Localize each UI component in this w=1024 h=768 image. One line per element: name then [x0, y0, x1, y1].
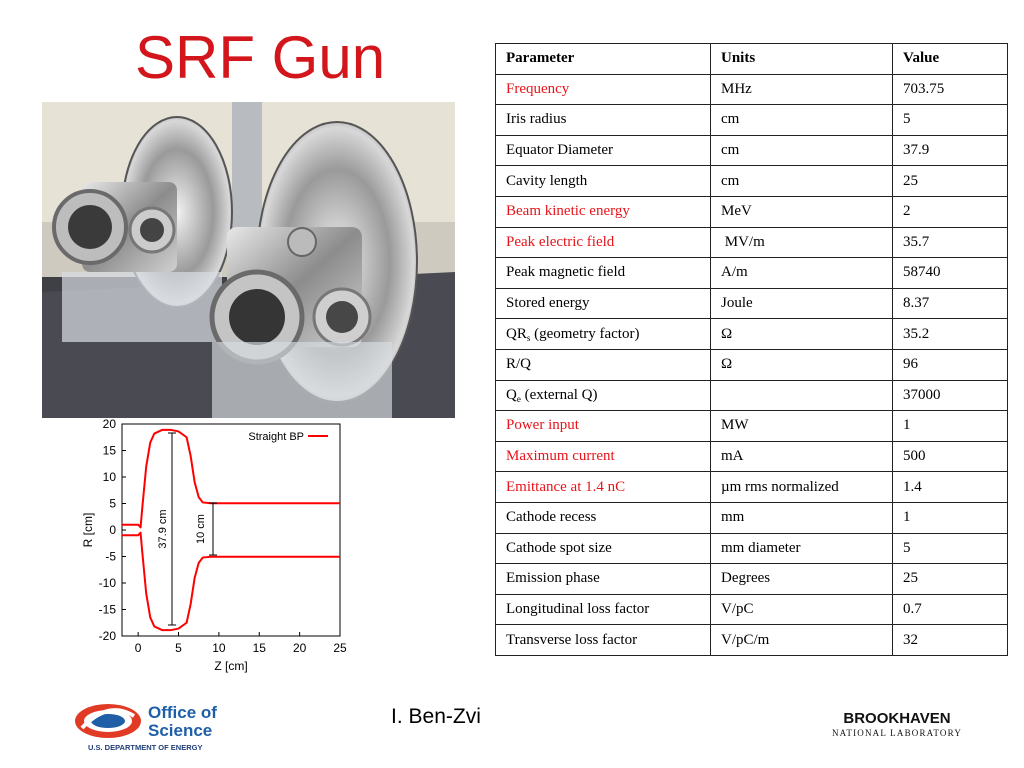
table-row — [496, 441, 1008, 472]
cell-value: 5 — [893, 105, 1008, 136]
cell-parameter: Longitudinal loss factor — [496, 594, 711, 625]
y-axis-label: R [cm] — [81, 512, 95, 548]
cell-value: 25 — [893, 564, 1008, 595]
legend — [248, 431, 328, 443]
cell-parameter: Beam kinetic energy — [496, 196, 711, 227]
cell-value: 35.7 — [893, 227, 1008, 258]
cell-units: V/pC — [711, 594, 893, 625]
x-tick-label: 5 — [175, 641, 182, 655]
table-row — [496, 74, 1008, 105]
cell-parameter: Transverse loss factor — [496, 625, 711, 656]
cell-value: 37.9 — [893, 135, 1008, 166]
presenter-name: I. Ben-Zvi — [391, 705, 481, 728]
y-tick-label: -20 — [98, 629, 116, 643]
y-tick-label: -15 — [98, 602, 116, 617]
cell-parameter: Power input — [496, 411, 711, 442]
table-row — [496, 625, 1008, 656]
y-tick-label: 0 — [109, 523, 116, 537]
cell-parameter: Equator Diameter — [496, 135, 711, 166]
profile-curve-lower — [122, 533, 340, 631]
table-row — [496, 411, 1008, 442]
y-tick-label: -5 — [105, 549, 116, 564]
header-value: Value — [893, 44, 1008, 75]
x-tick-label: 15 — [252, 641, 266, 655]
profile-curves — [122, 430, 340, 630]
diameter-annotation — [157, 433, 176, 625]
table-row — [496, 196, 1008, 227]
x-tick-label: 25 — [333, 641, 347, 655]
x-tick-label: 20 — [292, 641, 307, 655]
profile-curve-upper — [122, 430, 340, 528]
cell-units: MHz — [711, 74, 893, 105]
iris-label: 10 cm — [195, 514, 207, 544]
cell-units: MV/m — [711, 227, 893, 258]
table-row — [496, 135, 1008, 166]
y-tick-label: -10 — [98, 576, 116, 590]
cell-units: MeV — [711, 196, 893, 227]
cell-parameter: $Q_e$ (external Q) — [496, 380, 711, 411]
brookhaven-logo — [815, 708, 980, 742]
cell-value: 37000 — [893, 380, 1008, 411]
table-row — [496, 166, 1008, 197]
x-axis-ticks — [135, 632, 347, 655]
cell-value: 58740 — [893, 258, 1008, 289]
table-row — [496, 380, 1008, 411]
plot-frame — [122, 424, 340, 636]
cell-parameter: Cavity length — [496, 166, 711, 197]
cell-parameter: Peak magnetic field — [496, 258, 711, 289]
doe-science: Science — [148, 721, 213, 740]
cell-parameter: $QR_s$ (geometry factor) — [496, 319, 711, 350]
y-tick-label: 10 — [102, 470, 116, 484]
y-tick-label: 15 — [102, 443, 116, 458]
table-row — [496, 472, 1008, 503]
cell-value: 500 — [893, 441, 1008, 472]
cell-value: 703.75 — [893, 74, 1008, 105]
cell-parameter: Peak electric field — [496, 227, 711, 258]
legend-label: Straight BP — [248, 431, 304, 443]
cell-units: V/pC/m — [711, 625, 893, 656]
cell-units: Degrees — [711, 564, 893, 595]
cell-parameter: Iris radius — [496, 105, 711, 136]
cell-units: Ω — [711, 349, 893, 380]
cell-units: cm — [711, 105, 893, 136]
cell-value: 1 — [893, 411, 1008, 442]
cell-units — [711, 380, 893, 411]
cell-parameter: Emission phase — [496, 564, 711, 595]
cell-units: mm — [711, 502, 893, 533]
cell-parameter: Stored energy — [496, 288, 711, 319]
cell-parameter: Cathode spot size — [496, 533, 711, 564]
table-row — [496, 349, 1008, 380]
bnl-national-laboratory: NATIONAL LABORATORY — [831, 728, 963, 738]
cell-value: 1 — [893, 502, 1008, 533]
cell-value: 35.2 — [893, 319, 1008, 350]
slide-title: SRF Gun — [135, 24, 386, 91]
header-parameter: Parameter — [496, 44, 711, 75]
cell-units: cm — [711, 135, 893, 166]
table-row — [496, 258, 1008, 289]
office-of-science-logo — [72, 700, 252, 754]
table-row — [496, 502, 1008, 533]
srf-gun-photo — [42, 102, 455, 418]
doe-department: U.S. DEPARTMENT OF ENERGY — [88, 743, 203, 752]
cell-parameter: Emittance at 1.4 nC — [496, 472, 711, 503]
iris-annotation — [195, 503, 217, 555]
cell-value: 1.4 — [893, 472, 1008, 503]
y-tick-label: 5 — [109, 496, 116, 511]
cell-units: µm rms normalized — [711, 472, 893, 503]
x-axis-label: Z [cm] — [214, 659, 248, 673]
table-row — [496, 227, 1008, 258]
cell-parameter: R/Q — [496, 349, 711, 380]
x-tick-label: 0 — [134, 641, 142, 655]
cell-value: 96 — [893, 349, 1008, 380]
bnl-brookhaven: BROOKHAVEN — [843, 710, 951, 727]
cell-parameter: Maximum current — [496, 441, 711, 472]
parameters-table — [495, 43, 1008, 656]
cell-units: MW — [711, 411, 893, 442]
table-row — [496, 288, 1008, 319]
table-row — [496, 533, 1008, 564]
table-header-row — [496, 44, 1008, 75]
cell-value: 5 — [893, 533, 1008, 564]
cell-value: 32 — [893, 625, 1008, 656]
table-row — [496, 105, 1008, 136]
cell-parameter: Frequency — [496, 74, 711, 105]
doe-office-of: Office of — [148, 703, 217, 722]
cell-value: 2 — [893, 196, 1008, 227]
cell-units: A/m — [711, 258, 893, 289]
cell-parameter: Cathode recess — [496, 502, 711, 533]
cell-units: mA — [711, 441, 893, 472]
cell-units: cm — [711, 166, 893, 197]
cell-units: mm diameter — [711, 533, 893, 564]
diameter-label: 37.9 cm — [157, 509, 169, 549]
cell-value: 0.7 — [893, 594, 1008, 625]
x-tick-label: 10 — [212, 641, 226, 655]
table-row — [496, 594, 1008, 625]
cavity-profile-chart — [70, 416, 360, 678]
cell-units: Ω — [711, 319, 893, 350]
table-row — [496, 564, 1008, 595]
cell-value: 25 — [893, 166, 1008, 197]
header-units: Units — [711, 44, 893, 75]
y-tick-label: 20 — [102, 417, 116, 431]
cell-units: Joule — [711, 288, 893, 319]
cell-value: 8.37 — [893, 288, 1008, 319]
table-row — [496, 319, 1008, 350]
